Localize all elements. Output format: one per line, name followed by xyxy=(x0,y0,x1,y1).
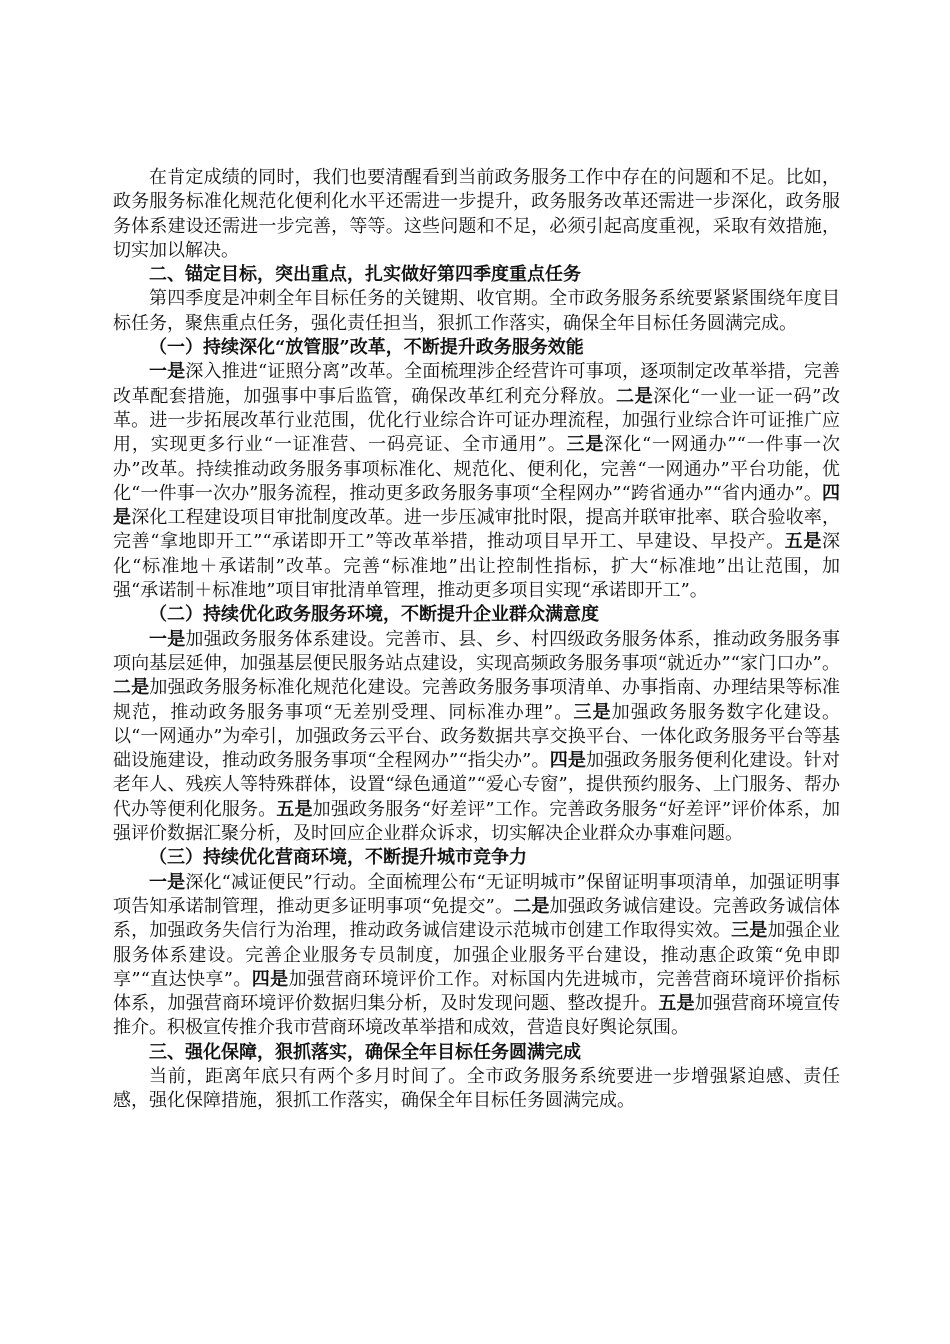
item-key: 四是 xyxy=(549,750,586,772)
item-text: 深化工程建设项目审批制度改革。进一步压减审批时限，提高并联审批率、联合验收率，完善“拿地即开工”“承诺即开工”等改革举措，推动项目早开工、早建设、早投产。 xyxy=(113,507,841,553)
item-text: 加强政务诚信建设。完善政务诚信体系，加强政务失信行为治理，推动政务诚信建设示范城市创建工作取得实效。 xyxy=(113,895,841,942)
paragraph-subsection-3 xyxy=(113,871,840,1041)
subheading-2: （二）持续优化政务服务环境，不断提升企业群众满意度 xyxy=(149,604,599,626)
item-key: 二是 xyxy=(513,895,550,917)
item-text: 深化“标准地＋承诺制”改革。完善“标准地”出让控制性指标，扩大“标准地”出让范围，加强“承诺制＋标准地”项目审批清单管理，推动更多项目实现“承诺即开工”。 xyxy=(113,531,841,602)
heading-section-3: 三、强化保障，狠抓落实，确保全年目标任务圆满完成 xyxy=(149,1041,581,1063)
paragraph-subsection-2 xyxy=(113,628,840,847)
item-key: 一是 xyxy=(149,871,186,893)
item-text: 加强政务服务“好差评”工作。完善政务服务“好差评”评价体系，加强评价数据汇聚分析，及时回应企业群众诉求，切实解决企业群众办事难问题。 xyxy=(113,798,841,845)
paragraph-q4-intro: 第四季度是冲刺全年目标任务的关键期、收官期。全市政务服务系统要紧紧围绕年度目标任务，聚焦重点任务，强化责任担当，狠抓工作落实，确保全年目标任务圆满完成。 xyxy=(113,288,840,334)
item-key: 四是 xyxy=(113,482,840,529)
subheading-1: （一）持续深化“放管服”改革，不断提升政务服务效能 xyxy=(149,337,584,359)
item-text: 加强政务服务便利化建设。针对老年人、残疾人等特殊群体，设置“绿色通道”“爱心专窗”，提供预约服务、上门服务、帮办代办等便利化服务。 xyxy=(113,750,841,820)
item-key: 一是 xyxy=(149,628,186,650)
item-text: 加强政务服务体系建设。完善市、县、乡、村四级政务服务体系，推动政务服务事项向基层延伸，加强基层便民服务站点建设，实现高频政务服务事项“就近办”“家门口办”。 xyxy=(113,628,841,674)
heading-section-2: 二、锚定目标，突出重点，扎实做好第四季度重点任务 xyxy=(149,264,581,286)
item-text: 深化“一业一证一码”改革。进一步拓展改革行业范围，优化行业综合许可证办理流程，加强行业综合许可证推广应用，实现更多行业“一证准营、一码亮证、全市通用”。 xyxy=(113,385,841,456)
item-key: 三是 xyxy=(566,434,605,456)
item-key: 三是 xyxy=(573,701,612,723)
item-text: 加强营商环境评价工作。对标国内先进城市，完善营商环境评价指标体系，加强营商环境评价数据归集分析，及时发现问题、整改提升。 xyxy=(113,968,841,1015)
item-key: 五是 xyxy=(658,993,695,1015)
item-text: 深化“减证便民”行动。全面梳理公布“无证明城市”保留证明事项清单，加强证明事项告知承诺制管理，推动更多证明事项“免提交”。 xyxy=(113,871,841,917)
item-text: 深化“一网通办”“一件事一次办”改革。持续推动政务服务事项标准化、规范化、便利化，完善“一网通办”平台功能，优化“一件事一次办”服务流程，推动更多政务服务事项“全程网办”“跨省通办”“省内通办”。 xyxy=(113,434,841,504)
item-text: 加强政务服务数字化建设。以“一网通办”为牵引，加强政务云平台、政务数据共享交换平台、一体化政务服务平台等基础设施建设，推动政务服务事项“全程网办”“指尖办”。 xyxy=(113,701,841,772)
item-text: 加强政务服务标准化规范化建设。完善政务服务事项清单、办事指南、办理结果等标准规范，推动政务服务事项“无差别受理、同标准办理”。 xyxy=(113,677,840,723)
item-key: 二是 xyxy=(616,385,654,407)
paragraph-problems: 在肯定成绩的同时，我们也要清醒看到当前政务服务工作中存在的问题和不足。比如，政务服务标准化规范化便利化水平还需进一步提升，政务服务改革还需进一步深化，政务服务体系建设还需进一步完善，等等。这些问题和不足，必须引起高度重视，采取有效措施，切实加以解决。 xyxy=(113,167,840,261)
item-key: 四是 xyxy=(251,968,289,990)
item-key: 二是 xyxy=(113,677,150,699)
paragraph-closing: 当前，距离年底只有两个多月时间了。全市政务服务系统要进一步增强紧迫感、责任感，强化保障措施，狠抓工作落实，确保全年目标任务圆满完成。 xyxy=(113,1065,840,1112)
item-key: 三是 xyxy=(731,920,768,942)
item-key: 五是 xyxy=(784,531,823,553)
item-text: 加强营商环境宣传推介。积极宣传推介我市营商环境改革举措和成效，营造良好舆论氛围。 xyxy=(113,993,841,1039)
item-key: 五是 xyxy=(276,798,313,820)
paragraph-subsection-1 xyxy=(113,360,840,603)
subheading-3: （三）持续优化营商环境，不断提升城市竞争力 xyxy=(149,847,527,869)
item-key: 一是 xyxy=(149,361,186,383)
item-text: 加强企业服务体系建设。完善企业服务专员制度，加强企业服务平台建设，推动惠企政策“免申即享”“直达快享”。 xyxy=(113,920,841,990)
item-text: 深入推进“证照分离”改革。全面梳理涉企经营许可事项，逐项制定改革举措，完善改革配套措施，加强事中事后监管，确保改革红利充分释放。 xyxy=(113,361,841,407)
